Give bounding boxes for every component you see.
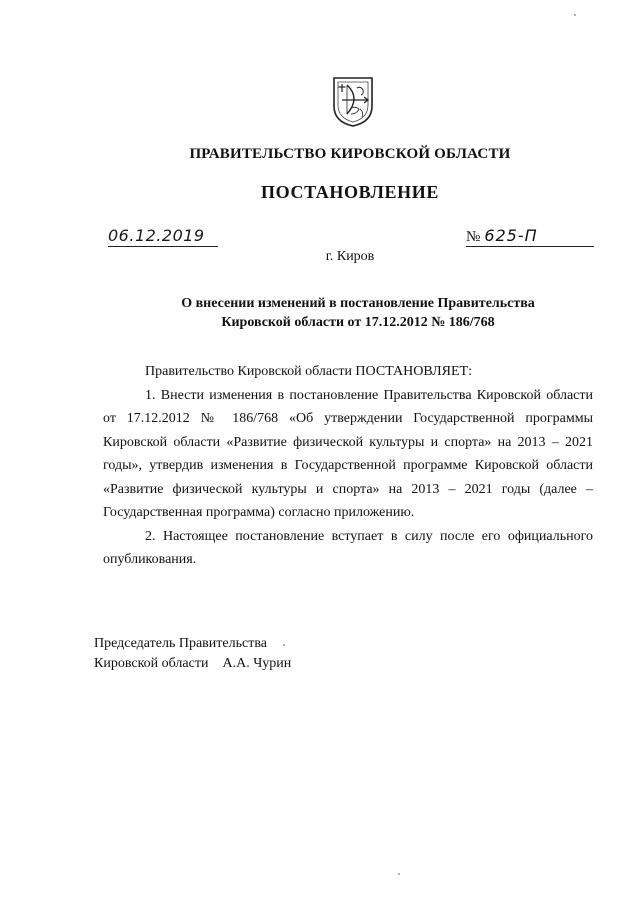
signature-region: Кировской области: [94, 656, 209, 671]
subject-line-1: О внесении изменений в постановление Правительства: [181, 296, 535, 311]
resolution-intro: Правительство Кировской области ПОСТАНОВЛЯЕТ:: [145, 364, 472, 379]
signatory-name: А.А. Чурин: [222, 656, 292, 671]
signature-line-2: [94, 654, 291, 674]
scan-speck: [283, 644, 285, 646]
resolution-item-2: 2. Настоящее постановление вступает в силу после его официального опубликования.: [103, 528, 593, 567]
document-body: [103, 360, 593, 572]
document-subject: [0, 294, 640, 332]
signature-title: Председатель Правительства: [94, 636, 267, 651]
document-type-heading: ПОСТАНОВЛЕНИЕ: [261, 182, 439, 202]
government-title: ПРАВИТЕЛЬСТВО КИРОВСКОЙ ОБЛАСТИ: [189, 146, 511, 162]
kirov-coat-of-arms-icon: [331, 76, 375, 128]
subject-line-2: Кировской области от 17.12.2012 № 186/768: [221, 315, 495, 330]
document-date: 06.12.2019: [108, 226, 218, 247]
number-symbol: №: [466, 229, 481, 245]
resolution-item-1: 1. Внести изменения в постановление Правительства Кировской области от 17.12.2012 № 186/768 «Об утверждении Государственной программы Кировской области «Развитие физической культуры и спорта» на 2013 – 2021 годы», утвердив изменения в Государственной программе Кировской области «Развитие физической культуры и спорта» на 2013 – 2021 годы (далее – Государственная программа) согласно приложению.: [103, 387, 593, 520]
document-number-field: [466, 226, 594, 247]
city-label: г. Киров: [325, 249, 375, 264]
document-number: 625-П: [484, 226, 538, 245]
scan-speck: [398, 873, 400, 875]
scan-speck: [574, 14, 576, 16]
signature-block: [94, 634, 291, 674]
